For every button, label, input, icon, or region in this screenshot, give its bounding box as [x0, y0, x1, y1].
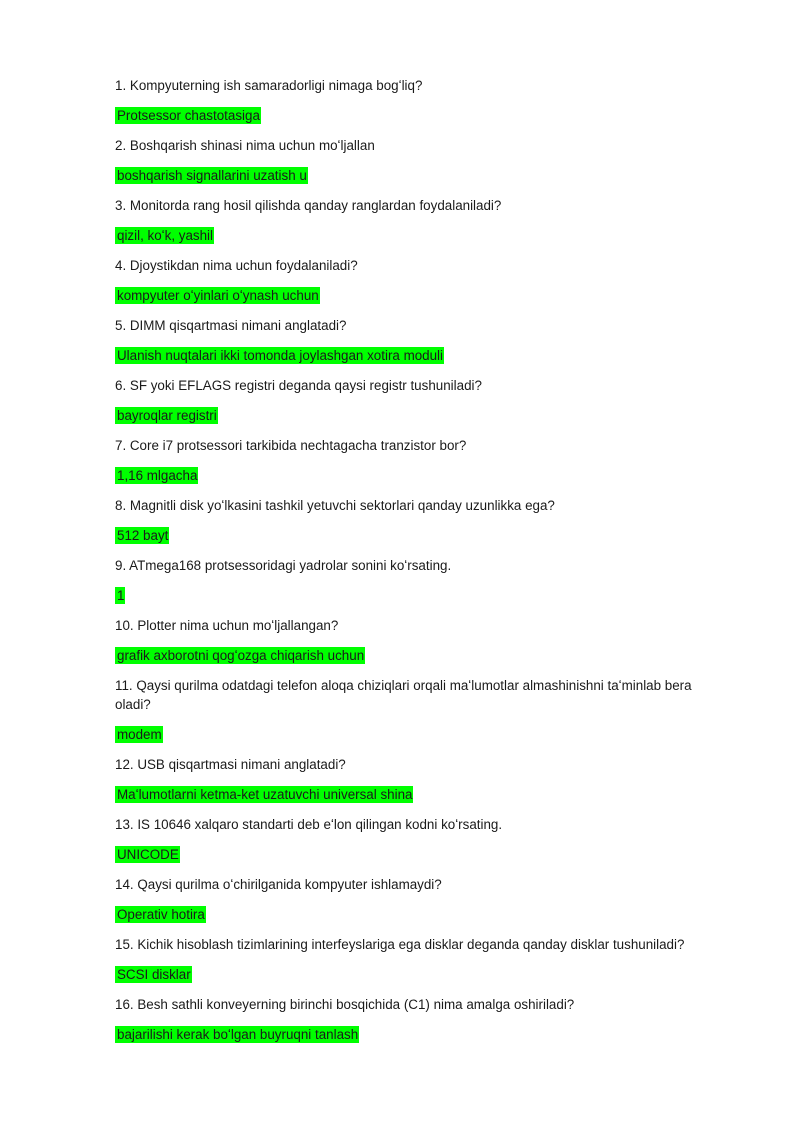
answer-row — [115, 106, 715, 125]
question-text: 16. Besh sathli konveyerning birinchi bosqichida (C1) nima amalga oshiriladi? — [115, 997, 575, 1012]
qa-item — [115, 256, 715, 305]
qa-item — [115, 995, 715, 1044]
qa-item — [115, 316, 715, 365]
qa-item — [115, 616, 715, 665]
answer-highlight: bayroqlar registri — [117, 408, 217, 423]
qa-item — [115, 136, 715, 185]
answer-row — [115, 406, 715, 425]
answer-highlight: Operativ hotira — [117, 907, 205, 922]
qa-item — [115, 676, 715, 744]
answer-highlight: Protsessor chastotasiga — [117, 108, 260, 123]
answer-row — [115, 785, 715, 804]
answer-highlight: kompyuter oʻyinlari oʻynash uchun — [117, 288, 319, 303]
qa-item — [115, 376, 715, 425]
answer-row — [115, 845, 715, 864]
answer-row — [115, 526, 715, 545]
question-text: 2. Boshqarish shinasi nima uchun moʻljallan — [115, 138, 375, 153]
answer-highlight: UNICODE — [117, 847, 179, 862]
answer-highlight: modem — [117, 727, 162, 742]
answer-row — [115, 166, 715, 185]
question-text: 12. USB qisqartmasi nimani anglatadi? — [115, 757, 346, 772]
qa-item — [115, 875, 715, 924]
answer-highlight: grafik axborotni qogʻozga chiqarish uchun — [117, 648, 365, 663]
answer-highlight: 1,16 mlgacha — [117, 468, 198, 483]
answer-highlight: SCSI disklar — [117, 967, 191, 982]
answer-row — [115, 466, 715, 485]
qa-item — [115, 496, 715, 545]
answer-row — [115, 1025, 715, 1044]
answer-highlight: Ulanish nuqtalari ikki tomonda joylashgan xotira moduli — [117, 348, 444, 363]
question-text: 7. Core i7 protsessori tarkibida nechtagacha tranzistor bor? — [115, 438, 467, 453]
answer-row — [115, 346, 715, 365]
answer-highlight: qizil, koʻk, yashil — [117, 228, 213, 243]
qa-list — [115, 76, 715, 1055]
question-text: 10. Plotter nima uchun moʻljallangan? — [115, 618, 339, 633]
question-text: 4. Djoystikdan nima uchun foydalaniladi? — [115, 258, 358, 273]
question-text: 8. Magnitli disk yoʻlkasini tashkil yetuvchi sektorlari qanday uzunlikka ega? — [115, 498, 555, 513]
question-text: 9. ATmega168 protsessoridagi yadrolar sonini koʻrsating. — [115, 558, 452, 573]
qa-item — [115, 935, 715, 984]
answer-highlight: boshqarish signallarini uzatish u — [117, 168, 307, 183]
answer-row — [115, 646, 715, 665]
question-text: 6. SF yoki EFLAGS registri deganda qaysi registr tushuniladi? — [115, 378, 482, 393]
question-text: 14. Qaysi qurilma oʻchirilganida kompyuter ishlamaydi? — [115, 877, 442, 892]
question-text: 5. DIMM qisqartmasi nimani anglatadi? — [115, 318, 347, 333]
answer-row — [115, 286, 715, 305]
answer-row — [115, 725, 715, 744]
answer-row — [115, 586, 715, 605]
answer-highlight: 512 bayt — [117, 528, 169, 543]
qa-item — [115, 196, 715, 245]
qa-item — [115, 436, 715, 485]
question-text: 13. IS 10646 xalqaro standarti deb eʻlon qilingan kodni koʻrsating. — [115, 817, 503, 832]
answer-highlight: bajarilishi kerak boʻlgan buyruqni tanlash — [117, 1027, 359, 1042]
answer-row — [115, 226, 715, 245]
answer-row — [115, 965, 715, 984]
qa-item — [115, 815, 715, 864]
qa-item — [115, 76, 715, 125]
question-text: 3. Monitorda rang hosil qilishda qanday ranglardan foydalaniladi? — [115, 198, 502, 213]
answer-highlight: Maʻlumotlarni ketma-ket uzatuvchi universal shina — [117, 787, 413, 802]
answer-row — [115, 905, 715, 924]
question-text: 15. Kichik hisoblash tizimlarining interfeyslariga ega disklar deganda qanday disklar tushuniladi? — [115, 937, 685, 952]
qa-item — [115, 755, 715, 804]
answer-highlight: 1 — [117, 588, 125, 603]
question-text: 1. Kompyuterning ish samaradorligi nimaga bogʻliq? — [115, 78, 423, 93]
question-text: 11. Qaysi qurilma odatdagi telefon aloqa chiziqlari orqali maʻlumotlar almashinishni taʻminlab bera oladi? — [115, 678, 692, 712]
qa-item — [115, 556, 715, 605]
